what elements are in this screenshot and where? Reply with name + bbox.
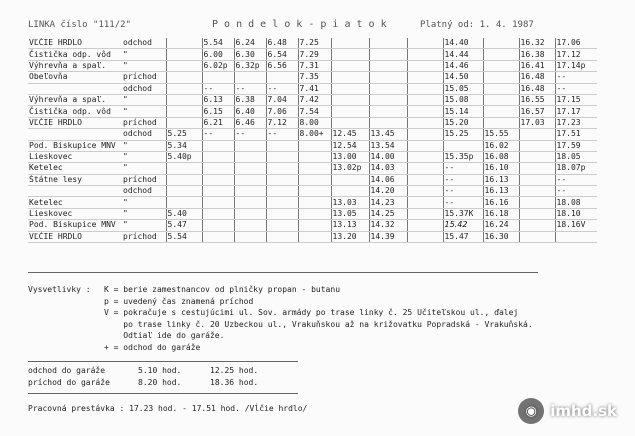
departure-time xyxy=(234,231,266,242)
departure-time xyxy=(166,38,202,49)
departure-time xyxy=(331,49,369,60)
departure-time xyxy=(407,231,443,242)
departure-time xyxy=(234,163,266,174)
departure-time xyxy=(266,197,298,208)
departure-time: 7.42 xyxy=(298,94,331,105)
departure-time xyxy=(369,72,407,83)
stop-name: Pod. Biskupice MNV xyxy=(28,220,122,231)
departure-time: -- xyxy=(202,83,234,94)
stop-name: Pod. Biskupice MNV xyxy=(28,140,122,151)
departure-time: 15.20 xyxy=(443,117,483,128)
departure-time: 17.17 xyxy=(555,106,597,117)
departure-time: 6.30 xyxy=(234,49,266,60)
departure-time xyxy=(407,94,443,105)
timetable-row xyxy=(28,83,597,94)
departure-time: 13.13 xyxy=(331,220,369,231)
departure-time: 13.03 xyxy=(331,197,369,208)
departure-time xyxy=(331,186,369,197)
departure-time: 5.25 xyxy=(166,129,202,140)
departure-time: 5.47 xyxy=(166,220,202,231)
departure-time xyxy=(331,60,369,71)
departure-time: -- xyxy=(555,174,597,185)
departure-time xyxy=(519,174,555,185)
departure-time: -- xyxy=(443,174,483,185)
departure-time xyxy=(266,151,298,162)
departure-time xyxy=(483,83,519,94)
departure-time: 18.05 xyxy=(555,151,597,162)
departure-time xyxy=(519,186,555,197)
timetable-row xyxy=(28,60,597,71)
departure-time xyxy=(519,140,555,151)
departure-time: 6.54 xyxy=(266,49,298,60)
departure-time: 15.25 xyxy=(443,129,483,140)
departure-time xyxy=(266,174,298,185)
departure-time xyxy=(519,151,555,162)
timetable-table xyxy=(28,38,597,243)
departure-time: 14.46 xyxy=(443,60,483,71)
departure-time xyxy=(331,117,369,128)
departure-time xyxy=(519,163,555,174)
legend-item: + = odchod do garáže xyxy=(104,342,201,352)
departure-time: 7.31 xyxy=(298,60,331,71)
departure-time: 16.48 xyxy=(519,72,555,83)
departure-time xyxy=(266,186,298,197)
departure-time: 15.35p xyxy=(443,151,483,162)
departure-time: 13.45 xyxy=(369,129,407,140)
departure-time xyxy=(166,94,202,105)
departure-time xyxy=(407,83,443,94)
departure-time: 13.20 xyxy=(331,231,369,242)
departure-time xyxy=(443,140,483,151)
departure-time: 6.21 xyxy=(202,117,234,128)
departure-time xyxy=(483,38,519,49)
arrival-departure-type: odchod xyxy=(122,129,166,140)
departure-time: 7.06 xyxy=(266,106,298,117)
stop-name: VĽČIE HRDLO xyxy=(28,38,122,49)
departure-time: 16.32 xyxy=(519,38,555,49)
departure-time xyxy=(234,186,266,197)
departure-time xyxy=(519,129,555,140)
departure-time xyxy=(555,231,597,242)
departure-time: 7.54 xyxy=(298,106,331,117)
departure-time xyxy=(483,106,519,117)
departure-time: 15.08 xyxy=(443,94,483,105)
departure-time xyxy=(234,197,266,208)
departure-time xyxy=(407,197,443,208)
departure-time xyxy=(369,60,407,71)
stop-name: Ketelec xyxy=(28,197,122,208)
departure-time: 17.14p xyxy=(555,60,597,71)
departure-time xyxy=(331,94,369,105)
departure-time: -- xyxy=(555,186,597,197)
garage-arrival-time-1: 8.20 hod. xyxy=(138,378,182,387)
departure-time: 15.14 xyxy=(443,106,483,117)
departure-time xyxy=(298,163,331,174)
arrival-departure-type: " xyxy=(122,163,166,174)
departure-time xyxy=(166,197,202,208)
departure-time: 16.57 xyxy=(519,106,555,117)
departure-time: 7.35 xyxy=(298,72,331,83)
departure-time xyxy=(166,106,202,117)
departure-time xyxy=(519,231,555,242)
garage-arrival-time-2: 18.36 hod. xyxy=(210,378,259,387)
stop-name: VĽČIE HRDLO xyxy=(28,117,122,128)
departure-time: 14.00 xyxy=(369,151,407,162)
operating-days: P o n d e l o k - p i a t o k xyxy=(212,19,387,30)
legend-item: p = uvedený čas znamená príchod xyxy=(104,296,254,306)
departure-time: -- xyxy=(266,83,298,94)
timetable-row xyxy=(28,197,597,208)
timetable-row xyxy=(28,231,597,242)
arrival-departure-type: príchod xyxy=(122,174,166,185)
departure-time: 14.44 xyxy=(443,49,483,60)
imhd-logo-icon: ◉ xyxy=(518,398,544,424)
work-break-note: Pracovná prestávka : 17.23 hod. - 17.51 hod. /Vĺčie hrdlo/ xyxy=(28,404,308,413)
departure-time: 8.00 xyxy=(298,117,331,128)
departure-time xyxy=(407,208,443,219)
departure-time: 17.03 xyxy=(519,117,555,128)
departure-time xyxy=(266,163,298,174)
line-number: LINKA číslo "111/2" xyxy=(28,20,131,30)
timetable-row xyxy=(28,186,597,197)
departure-time xyxy=(202,197,234,208)
departure-time xyxy=(266,140,298,151)
departure-time xyxy=(202,186,234,197)
departure-time: 6.32p xyxy=(234,60,266,71)
departure-time: 6.13 xyxy=(202,94,234,105)
arrival-departure-type: " xyxy=(122,49,166,60)
departure-time: 13.05 xyxy=(331,208,369,219)
departure-time xyxy=(202,220,234,231)
departure-time xyxy=(407,151,443,162)
departure-time xyxy=(298,197,331,208)
departure-time: 12.45 xyxy=(331,129,369,140)
departure-time xyxy=(519,220,555,231)
departure-time: -- xyxy=(555,83,597,94)
departure-time: 5.40p xyxy=(166,151,202,162)
stop-name xyxy=(28,186,122,197)
departure-time xyxy=(369,117,407,128)
departure-time xyxy=(166,117,202,128)
departure-time xyxy=(331,174,369,185)
departure-time xyxy=(166,72,202,83)
departure-time: 18.07p xyxy=(555,163,597,174)
garage-departure-time-1: 5.10 hod. xyxy=(138,366,182,375)
departure-time: 17.15 xyxy=(555,94,597,105)
departure-time xyxy=(483,49,519,60)
departure-time: 18.16V xyxy=(555,220,597,231)
departure-time xyxy=(202,174,234,185)
departure-time xyxy=(369,94,407,105)
departure-time xyxy=(202,231,234,242)
departure-time xyxy=(407,38,443,49)
departure-time xyxy=(407,174,443,185)
departure-time xyxy=(234,72,266,83)
timetable-row xyxy=(28,208,597,219)
timetable-row xyxy=(28,163,597,174)
stop-name: Obeľovňa xyxy=(28,72,122,83)
arrival-departure-type: odchod xyxy=(122,186,166,197)
departure-time: 17.23 xyxy=(555,117,597,128)
stop-name: Ketelec xyxy=(28,163,122,174)
departure-time xyxy=(331,72,369,83)
departure-time xyxy=(298,186,331,197)
arrival-departure-type: " xyxy=(122,94,166,105)
departure-time: -- xyxy=(234,83,266,94)
departure-time xyxy=(369,49,407,60)
departure-time: 5.54 xyxy=(202,38,234,49)
departure-time xyxy=(483,72,519,83)
departure-time xyxy=(202,140,234,151)
departure-time xyxy=(407,72,443,83)
departure-time xyxy=(266,231,298,242)
departure-time: 13.02p xyxy=(331,163,369,174)
arrival-departure-type: " xyxy=(122,60,166,71)
departure-time xyxy=(266,208,298,219)
departure-time: 5.54 xyxy=(166,231,202,242)
departure-time xyxy=(298,220,331,231)
departure-time xyxy=(407,163,443,174)
departure-time: 7.04 xyxy=(266,94,298,105)
departure-time: 16.30 xyxy=(483,231,519,242)
legend-item: K = berie zamestnancov od plničky propan - butanu xyxy=(104,285,341,294)
departure-time xyxy=(369,83,407,94)
timetable-row xyxy=(28,220,597,231)
departure-time xyxy=(331,106,369,117)
stop-name: Čistička odp. vôd xyxy=(28,49,122,60)
timetable-row xyxy=(28,94,597,105)
stop-name: VĽČIE HRDLO xyxy=(28,231,122,242)
departure-time: 17.51 xyxy=(555,129,597,140)
departure-time: -- xyxy=(234,129,266,140)
divider-line xyxy=(28,272,538,273)
arrival-departure-type: " xyxy=(122,220,166,231)
departure-time xyxy=(331,38,369,49)
departure-time xyxy=(202,72,234,83)
departure-time xyxy=(202,151,234,162)
departure-time xyxy=(483,94,519,105)
stop-name: Lieskovec xyxy=(28,151,122,162)
departure-time xyxy=(407,60,443,71)
departure-time: 6.02p xyxy=(202,60,234,71)
departure-time: 6.56 xyxy=(266,60,298,71)
departure-time xyxy=(407,49,443,60)
departure-time: 15.55 xyxy=(483,129,519,140)
departure-time xyxy=(298,174,331,185)
departure-time: 7.25 xyxy=(298,38,331,49)
stop-name: Čistička odp. vôd xyxy=(28,106,122,117)
stop-name: Lieskovec xyxy=(28,208,122,219)
departure-time: 16.02 xyxy=(483,140,519,151)
departure-time: 16.18 xyxy=(483,208,519,219)
departure-time xyxy=(298,231,331,242)
departure-time xyxy=(234,151,266,162)
departure-time xyxy=(407,117,443,128)
garage-departure-label: odchod do garáže xyxy=(28,366,106,375)
departure-time xyxy=(166,49,202,60)
stop-name xyxy=(28,83,122,94)
departure-time: 16.55 xyxy=(519,94,555,105)
departure-time: 14.50 xyxy=(443,72,483,83)
departure-time xyxy=(166,186,202,197)
departure-time: 6.24 xyxy=(234,38,266,49)
timetable-row xyxy=(28,151,597,162)
departure-time xyxy=(266,220,298,231)
arrival-departure-type: " xyxy=(122,140,166,151)
departure-time xyxy=(519,197,555,208)
departure-time: 15.47 xyxy=(443,231,483,242)
timetable-row xyxy=(28,38,597,49)
departure-time xyxy=(166,83,202,94)
departure-time xyxy=(234,208,266,219)
departure-time: 18.10 xyxy=(555,208,597,219)
departure-time: -- xyxy=(443,197,483,208)
departure-time: 15.05 xyxy=(443,83,483,94)
departure-time: 13.54 xyxy=(369,140,407,151)
arrival-departure-type: odchod xyxy=(122,83,166,94)
departure-time xyxy=(369,106,407,117)
arrival-departure-type: " xyxy=(122,197,166,208)
departure-time: 14.20 xyxy=(369,186,407,197)
departure-time: -- xyxy=(266,129,298,140)
garage-arrival-label: príchod do garáže xyxy=(28,378,110,387)
stop-name: Výhrevňa a spaľ. xyxy=(28,60,122,71)
departure-time xyxy=(266,72,298,83)
departure-time: 7.29 xyxy=(298,49,331,60)
departure-time xyxy=(369,38,407,49)
timetable-row xyxy=(28,117,597,128)
departure-time: 6.15 xyxy=(202,106,234,117)
departure-time: 16.10 xyxy=(483,163,519,174)
departure-time: 13.00 xyxy=(331,151,369,162)
legend-title: Vysvetlivky : xyxy=(28,285,91,294)
departure-time: 6.48 xyxy=(266,38,298,49)
arrival-departure-type: odchod xyxy=(122,38,166,49)
departure-time: 16.38 xyxy=(519,49,555,60)
departure-time xyxy=(234,220,266,231)
departure-time: 6.40 xyxy=(234,106,266,117)
departure-time: -- xyxy=(555,72,597,83)
departure-time: 14.40 xyxy=(443,38,483,49)
arrival-departure-type: " xyxy=(122,208,166,219)
departure-time xyxy=(298,151,331,162)
arrival-departure-type: " xyxy=(122,151,166,162)
stop-name: Štátne lesy xyxy=(28,174,122,185)
watermark-brand: imhd.sk xyxy=(550,402,617,420)
departure-time xyxy=(298,208,331,219)
departure-time: 17.06 xyxy=(555,38,597,49)
departure-time xyxy=(166,60,202,71)
departure-time: 7.41 xyxy=(298,83,331,94)
garage-departure-time-2: 12.25 hod. xyxy=(210,366,259,375)
departure-time: 17.59 xyxy=(555,140,597,151)
arrival-departure-type: " xyxy=(122,106,166,117)
departure-time: 18.08 xyxy=(555,197,597,208)
departure-time: 6.38 xyxy=(234,94,266,105)
departure-time xyxy=(483,60,519,71)
departure-time: 5.34 xyxy=(166,140,202,151)
departure-time: 16.16 xyxy=(483,197,519,208)
departure-time: -- xyxy=(202,129,234,140)
imhd-watermark xyxy=(518,398,617,424)
timetable-row xyxy=(28,129,597,140)
timetable-row xyxy=(28,106,597,117)
departure-time: -- xyxy=(443,186,483,197)
departure-time: 14.39 xyxy=(369,231,407,242)
departure-time xyxy=(234,140,266,151)
valid-from: Platný od: 1. 4. 1987 xyxy=(420,20,534,30)
legend-item: po trase linky č. 20 Uzbeckou ul., Vrakuňskou až na križovatku Popradská - Vrakuňská. xyxy=(104,319,533,329)
departure-time: 14.23 xyxy=(369,197,407,208)
departure-time xyxy=(331,83,369,94)
departure-time xyxy=(202,163,234,174)
departure-time: 16.41 xyxy=(519,60,555,71)
departure-time: -- xyxy=(443,163,483,174)
departure-time: 14.06 xyxy=(369,174,407,185)
timetable-row xyxy=(28,174,597,185)
departure-time xyxy=(166,163,202,174)
departure-time: 17.12 xyxy=(555,49,597,60)
departure-time: 14.25 xyxy=(369,208,407,219)
departure-time xyxy=(519,208,555,219)
departure-time xyxy=(234,174,266,185)
timetable-row xyxy=(28,140,597,151)
departure-time: 7.12 xyxy=(266,117,298,128)
departure-time: 16.24 xyxy=(483,220,519,231)
departure-time: 16.48 xyxy=(519,83,555,94)
departure-time xyxy=(298,140,331,151)
departure-time xyxy=(407,129,443,140)
divider-line xyxy=(28,361,298,362)
departure-time: 6.00 xyxy=(202,49,234,60)
departure-time xyxy=(407,220,443,231)
divider-line xyxy=(28,393,298,394)
departure-time: 16.13 xyxy=(483,186,519,197)
departure-time: 6.46 xyxy=(234,117,266,128)
departure-time: 15.42 xyxy=(443,220,483,231)
stop-name: Výhrevňa a spaľ. xyxy=(28,94,122,105)
legend-item: V = pokračuje s cestujúcimi ul. Sov. armády po trase linky č. 25 Učiteľskou ul., ďalej xyxy=(104,308,519,317)
departure-time: 16.13 xyxy=(483,174,519,185)
arrival-departure-type: príchod xyxy=(122,117,166,128)
arrival-departure-type: príchod xyxy=(122,72,166,83)
legend-item: Odtiaľ ide do garáže. xyxy=(104,331,225,340)
departure-time: 12.54 xyxy=(331,140,369,151)
departure-time xyxy=(407,186,443,197)
timetable-row xyxy=(28,72,597,83)
departure-time: 8.00+ xyxy=(298,129,331,140)
departure-time xyxy=(202,208,234,219)
departure-time xyxy=(166,174,202,185)
departure-time: 14.32 xyxy=(369,220,407,231)
arrival-departure-type: príchod xyxy=(122,231,166,242)
departure-time: 5.40 xyxy=(166,208,202,219)
stop-name xyxy=(28,129,122,140)
departure-time: 15.37K xyxy=(443,208,483,219)
departure-time xyxy=(407,140,443,151)
departure-time: 16.08 xyxy=(483,151,519,162)
departure-time xyxy=(407,106,443,117)
departure-time xyxy=(483,117,519,128)
departure-time: 14.03 xyxy=(369,163,407,174)
timetable-row xyxy=(28,49,597,60)
